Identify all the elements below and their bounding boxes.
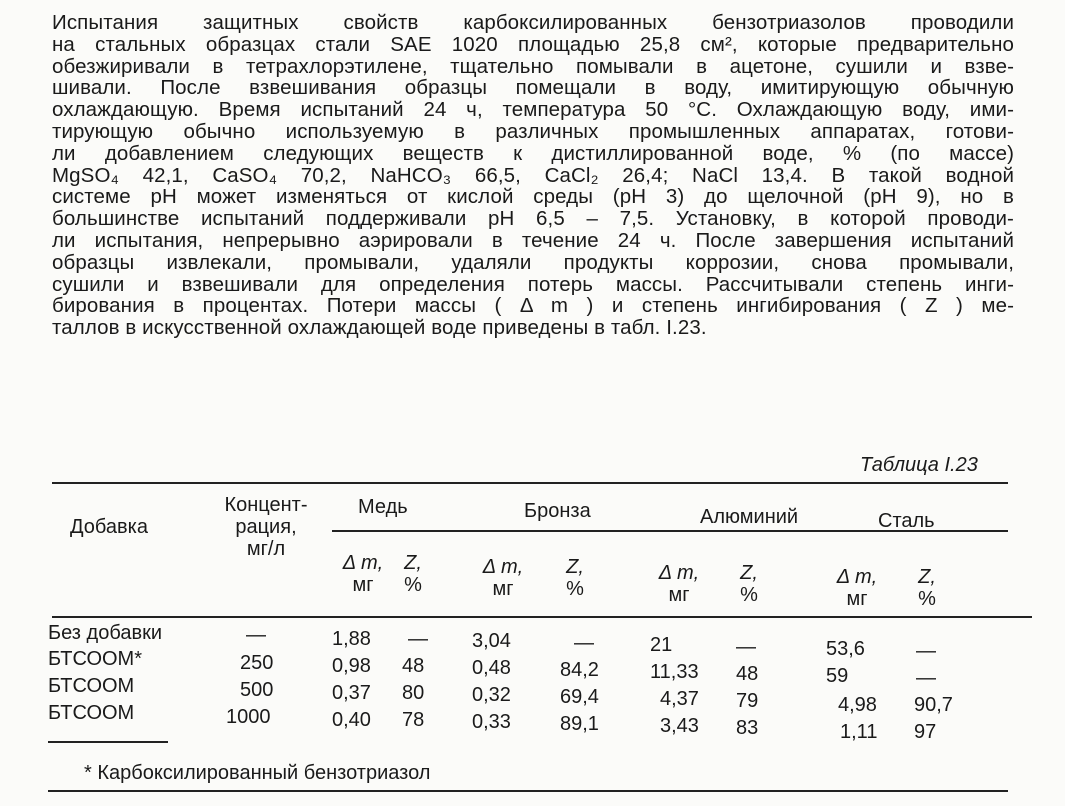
table-cell: 80 <box>402 682 425 704</box>
table-cell: 0,32 <box>472 684 511 706</box>
table-cell: 3,04 <box>472 630 511 652</box>
table-cell: 1,11 <box>840 721 878 743</box>
table-cell: 250 <box>240 652 274 674</box>
paragraph-line: сушили и взвешивали для определения потерь массы. Рассчитывали степень инги- <box>52 272 1014 296</box>
table-cell: 79 <box>736 690 759 712</box>
header-bronze: Бронза <box>524 500 591 522</box>
table-cell: 78 <box>402 709 425 731</box>
header-steel: Сталь <box>878 510 935 532</box>
header-concentration <box>220 494 312 560</box>
table-cell: 0,33 <box>472 711 511 733</box>
table-cell: 97 <box>914 721 937 743</box>
subheader-al-z: Z, % <box>740 562 758 606</box>
table-cell: 89,1 <box>560 713 599 735</box>
paragraph-line: охлаждающую. Время испытаний 24 ч, температура 50 °С. Охлаждающую воду, ими- <box>52 98 1014 122</box>
table-cell: — <box>916 667 936 689</box>
paragraph-line: шивали. После взвешивания образцы помещали в воду, имитирующую обычную <box>52 76 1014 100</box>
subheader-st-z: Z, % <box>918 566 936 610</box>
body-paragraph <box>52 12 1014 339</box>
paragraph-line: тирующую обычно используемую в различных промышленных аппаратах, готови- <box>52 119 1014 143</box>
paragraph-line: ли испытания, непрерывно аэрировали в течение 24 ч. После завершения испытаний <box>52 228 1014 252</box>
paragraph-line: большинстве испытаний поддерживали pH 6,5 – 7,5. Установку, в которой проводи- <box>52 207 1014 231</box>
paragraph-line: таллов в искусственной охлаждающей воде приведены в табл. I.23. <box>52 316 707 340</box>
table-bottom-rule <box>48 741 168 743</box>
table-cell: 4,98 <box>838 694 877 716</box>
table-cell: 83 <box>736 717 759 739</box>
header-conc-line: рация, <box>235 516 297 538</box>
table-cell: 59 <box>826 665 849 687</box>
header-conc-line: Концент- <box>224 494 308 516</box>
table-cell: 11,33 <box>650 661 699 683</box>
table-caption: Таблица I.23 <box>860 454 978 476</box>
subheader-cu-z: Z, % <box>404 552 422 596</box>
table-cell: — <box>574 632 594 654</box>
table-header-rule <box>52 616 1032 618</box>
table-cell: 1000 <box>226 706 271 728</box>
table-cell: 48 <box>402 655 425 677</box>
paragraph-line: MgSO₄ 42,1, CaSO₄ 70,2, NaHCO₃ 66,5, CaCl₂ 26,4; NaCl 13,4. В такой водной <box>52 163 1014 187</box>
paragraph-line: образцы извлекали, промывали, удаляли продукты коррозии, снова промывали, <box>52 250 1014 274</box>
table-cell: 0,98 <box>332 655 371 677</box>
table-cell: 90,7 <box>914 694 953 716</box>
table-row-additive: Без добавки <box>48 622 162 644</box>
table-cell: 4,37 <box>660 688 699 710</box>
table-row-additive: БТСООМ* <box>48 648 143 670</box>
table-cell: 0,37 <box>332 682 371 704</box>
footnote-rule <box>48 790 1008 792</box>
table-cell: — <box>246 624 266 646</box>
subheader-st-dm: Δ m, мг <box>836 566 878 610</box>
subheader-br-dm: Δ m, мг <box>482 556 524 600</box>
table-cell: 84,2 <box>560 659 599 681</box>
subheader-al-dm: Δ m, мг <box>658 562 700 606</box>
paragraph-line: бирования в процентах. Потери массы ( Δ m ) и степень ингибирования ( Z ) ме- <box>52 294 1014 318</box>
subheader-cu-dm: Δ m, мг <box>342 552 384 596</box>
header-copper: Медь <box>358 496 408 518</box>
table-top-rule <box>52 482 1008 484</box>
table-cell: 48 <box>736 663 759 685</box>
table-cell: 500 <box>240 679 274 701</box>
header-aluminium: Алюминий <box>700 506 799 528</box>
table-row-additive: БТСООМ <box>48 675 135 697</box>
header-conc-line: мг/л <box>246 538 286 560</box>
table-cell: 21 <box>650 634 673 656</box>
table-cell: 1,88 <box>332 628 371 650</box>
subheader-br-z: Z, % <box>566 556 584 600</box>
table-cell: 0,40 <box>332 709 371 731</box>
paragraph-line: ли добавлением следующих веществ к дистиллированной воде, % (по массе) <box>52 141 1014 165</box>
table-cell: 3,43 <box>660 715 699 737</box>
paragraph-line: на стальных образцах стали SAE 1020 площадью 25,8 см², которые предварительно <box>52 32 1014 56</box>
table-footnote: * Карбоксилированный бензотриазол <box>84 762 431 784</box>
paragraph-line: обезжиривали в тетрахлорэтилене, тщательно помывали в ацетоне, сушили и взве- <box>52 54 1014 78</box>
paragraph-line: Испытания защитных свойств карбоксилированных бензотриазолов проводили <box>52 11 1014 34</box>
table-cell: 0,48 <box>472 657 511 679</box>
table-cell: 69,4 <box>560 686 599 708</box>
table-cell: — <box>736 636 756 658</box>
table-cell: 53,6 <box>826 638 865 660</box>
table-cell: — <box>916 640 936 662</box>
paragraph-line: системе pH может изменяться от кислой среды (pH 3) до щелочной (pH 9), но в <box>52 185 1014 209</box>
header-additive: Добавка <box>70 516 148 538</box>
table-row-additive: БТСООМ <box>48 702 135 724</box>
table-cell: — <box>408 628 428 650</box>
